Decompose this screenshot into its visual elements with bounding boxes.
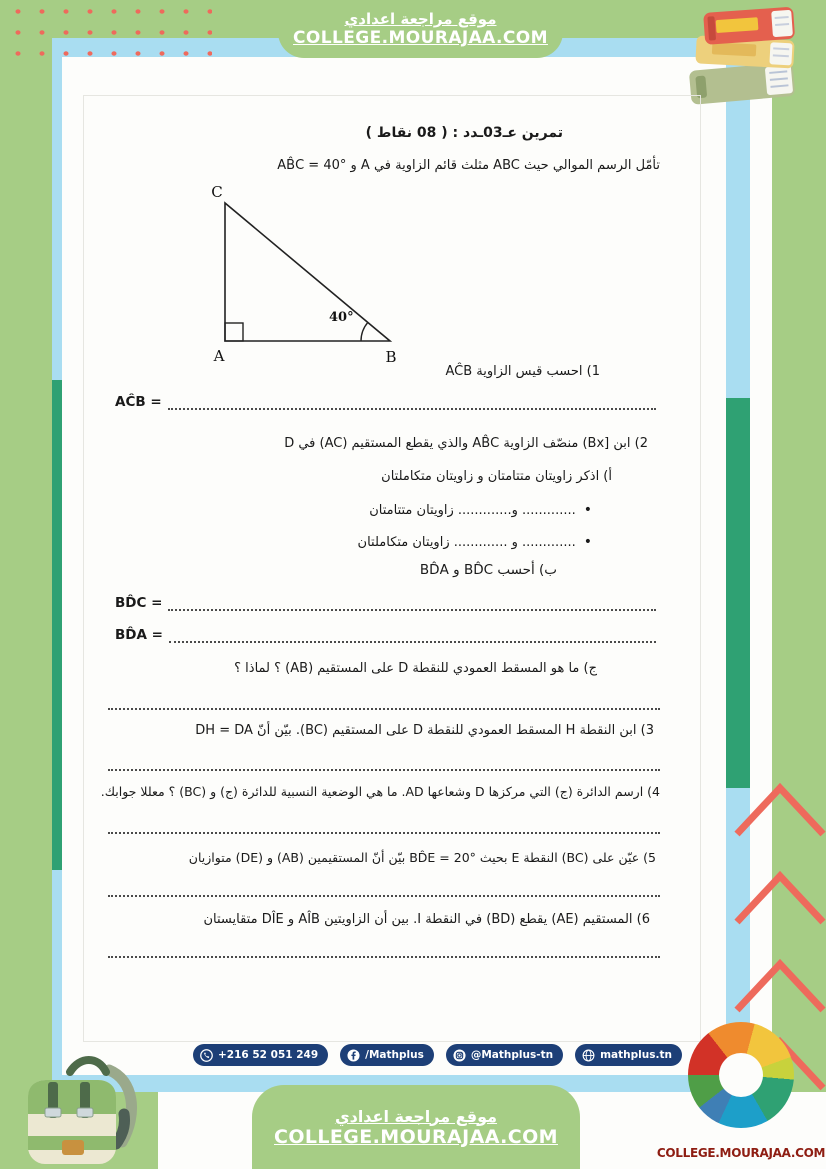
triangle-figure — [145, 181, 515, 373]
bottom-banner — [252, 1085, 580, 1169]
bullet-line-1 — [369, 502, 592, 518]
bullet-icon: • — [583, 502, 592, 518]
whatsapp-icon — [200, 1049, 213, 1062]
answer-dotted-line — [108, 885, 660, 897]
instagram-icon — [453, 1049, 466, 1062]
facebook-handle: /Mathplus — [365, 1049, 424, 1061]
vertex-c-label: C — [211, 183, 223, 201]
answer-blank — [169, 630, 656, 643]
angle-arc — [361, 322, 368, 341]
site-url[interactable]: COLLEGE.MOURAJAA.COM — [293, 28, 548, 48]
phone-number: +216 52 051 249 — [218, 1049, 319, 1061]
answer-blank — [168, 397, 656, 410]
bullet-text-2: ............. و ............. زاويتان متكاملتان — [357, 535, 576, 550]
answer-label-bda: BD̂A = — [115, 627, 163, 643]
question-6: 6) المستقيم (AE) يقطع (BD) في النقطة I. بين أن الزاويتين AÎB و DÎE متقايستان — [203, 912, 650, 927]
bullet-line-2 — [358, 534, 592, 550]
question-3: 3) ابن النقطة H المسقط العمودي للنقطة D على المستقيم (BC). بيّن أنّ DH = DA — [195, 723, 654, 738]
answer-label-acb: AĈB = — [115, 394, 162, 410]
bullet-icon: • — [583, 534, 592, 550]
instagram-handle: @Mathplus-tn — [470, 1049, 554, 1061]
bullet-text-1: ............. و............. زاويتان متتامتان — [369, 503, 576, 518]
question-1: 1) احسب قيس الزاوية AĈB — [445, 364, 600, 379]
polka-dots-pattern — [0, 0, 212, 57]
angle-b-value: 40° — [329, 310, 354, 325]
question-4: 4) ارسم الدائرة (ج) التي مركزها D وشعاعها AD. ما هي الوضعية النسبية للدائرة (ج) و (BC) ؟ معللا جوابك. — [100, 784, 660, 799]
question-5: 5) عيّن على (BC) النقطة E بحيث BD̂E = 20° بيّن أنّ المستقيمين (AB) و (DE) متوازيان — [188, 850, 656, 865]
right-accent-strip-green — [726, 398, 750, 788]
contact-badges — [193, 1044, 682, 1066]
answer-line-acb — [115, 394, 656, 410]
website-badge[interactable] — [575, 1044, 682, 1066]
answer-dotted-line — [108, 698, 660, 710]
globe-icon — [582, 1049, 595, 1062]
vertex-a-label: A — [213, 347, 225, 365]
answer-label-bdc: BD̂C = — [115, 595, 163, 611]
answer-dotted-line — [108, 822, 660, 834]
site-url[interactable]: COLLEGE.MOURAJAA.COM — [274, 1125, 558, 1148]
phone-badge[interactable] — [193, 1044, 328, 1066]
instagram-badge[interactable] — [446, 1044, 563, 1066]
answer-line-bda — [115, 627, 656, 643]
question-2: 2) ابن [Bx) منصّف الزاوية AB̂C والذي يقطع المستقيم (AC) في D — [284, 436, 648, 451]
exercise-intro: تأمّل الرسم الموالي حيث ABC مثلث قائم الزاوية في A و AB̂C = 40° — [277, 158, 660, 173]
right-angle-mark — [225, 323, 243, 341]
facebook-icon — [347, 1049, 360, 1062]
education-ring-logo — [688, 1022, 794, 1128]
answer-blank — [168, 598, 656, 611]
site-title-arabic: موقع مراجعة اعدادي — [334, 1106, 498, 1126]
exercise-title: تمرين عـ03ـدد : ( 08 نقاط ) — [365, 125, 563, 141]
answer-dotted-line — [108, 759, 660, 771]
backpack-illustration — [12, 1052, 154, 1169]
question-2c: ج) ما هو المسقط العمودي للنقطة D على المستقيم (AB) ؟ لماذا ؟ — [234, 661, 597, 676]
site-title-arabic: موقع مراجعة اعدادي — [344, 10, 497, 28]
question-2b: ب) أحسب BD̂C و BD̂A — [419, 562, 557, 578]
logo-caption: COLLEGE.MOURAJAA.COM — [656, 1146, 826, 1160]
answer-dotted-line — [108, 946, 660, 958]
vertex-b-label: B — [385, 348, 397, 366]
exercise-document — [60, 57, 706, 1078]
facebook-badge[interactable] — [340, 1044, 434, 1066]
question-2a: أ) اذكر زاويتان متتامتان و زاويتان متكاملتان — [381, 469, 612, 484]
answer-line-bdc — [115, 595, 656, 611]
website-url: mathplus.tn — [600, 1049, 672, 1061]
top-banner — [278, 0, 563, 58]
